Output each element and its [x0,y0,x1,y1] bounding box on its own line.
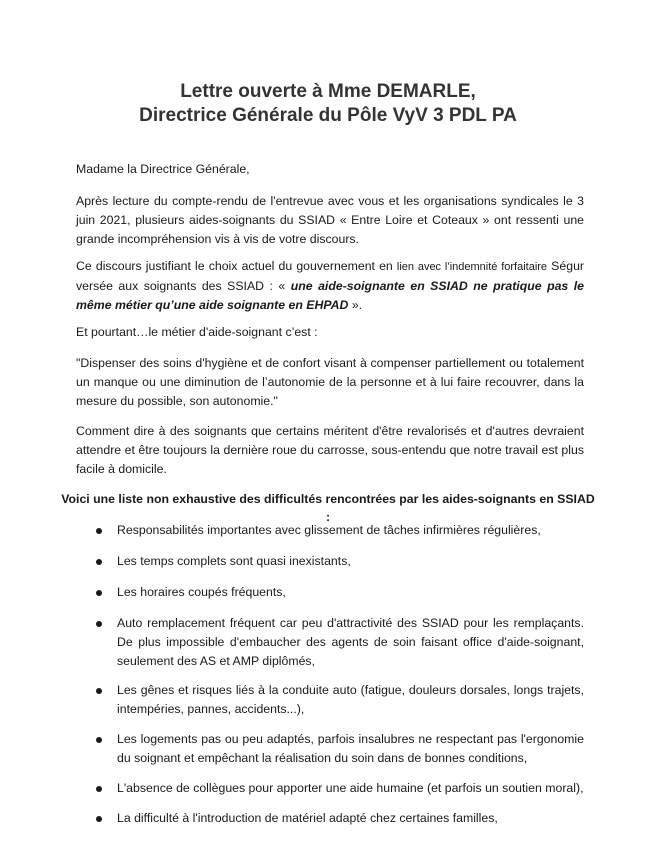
paragraph-question: Comment dire à des soignants que certains méritent d'être revalorisés et d'autres devraient attendre et être toujours la dernière roue du carrosse, sous-entendu que notre travail est plus facile à domicile. [76,424,584,476]
list-item: Responsabilités importantes avec glissement de tâches infirmières régulières, [117,523,541,537]
paragraph-transition: Et pourtant…le métier d'aide-soignant c’est : [76,325,318,339]
bullet-icon [96,559,102,565]
definition-quote: "Dispenser des soins d'hygiène et de confort visant à compenser partiellement ou totalement un manque ou une diminution de l’autonomie de la personne et à lui faire recouvrer, dans la mesure du possible, son autonomie." [76,356,584,408]
paragraph-discourse-part3: Ségur versée aux soignants des SSIAD : « [76,259,584,293]
paragraph-discourse-part1: Ce discours justifiant le choix actuel du gouvernement en [76,259,397,273]
list-item: Auto remplacement fréquent car peu d'attractivité des SSIAD pour les remplaçants. De plus impossible d'embaucher des agents de soin faisant office d'aide-soignant, seulement des AS et AMP diplômés, [117,616,584,668]
list-heading: Voici une liste non exhaustive des difficultés rencontrées par les aides-soignants en SSIAD : [61,492,595,524]
salutation: Madame la Directrice Générale, [76,162,250,176]
list-item: Les logements pas ou peu adaptés, parfois insalubres ne respectant pas l'ergonomie du soignant et empêchant la réalisation du soin dans de bonnes conditions, [117,732,584,765]
bullet-icon [96,816,102,822]
list-item: L'absence de collègues pour apporter une aide humaine (et parfois un soutien moral), [117,781,584,795]
bullet-icon [96,621,102,627]
list-item: Les temps complets sont quasi inexistants, [117,554,351,568]
paragraph-discourse [76,257,584,315]
paragraph-discourse-emphasis: une aide-soignante en SSIAD ne pratique pas le même métier qu’une aide soignante en EHPAD [76,279,584,312]
letter-title-line1: Lettre ouverte à Mme DEMARLE, [180,81,476,102]
bullet-icon [96,688,102,694]
bullet-icon [96,786,102,792]
bullet-icon [96,528,102,534]
letter-title-line2: Directrice Générale du Pôle VyV 3 PDL PA [139,105,517,126]
bullet-icon [96,590,102,596]
list-item: Les horaires coupés fréquents, [117,585,286,599]
list-item: La difficulté à l'introduction de matériel adapté chez certaines familles, [117,811,498,825]
list-item: Les gênes et risques liés à la conduite auto (fatigue, douleurs dorsales, longs trajets, intempéries, pannes, accidents...), [117,683,584,716]
bullet-icon [96,737,102,743]
paragraph-discourse-part4: ». [348,298,363,312]
paragraph-intro: Après lecture du compte-rendu de l'entrevue avec vous et les organisations syndicales le 3 juin 2021, plusieurs aides-soignants du SSIAD « Entre Loire et Coteaux » ont ressenti une grande incompréhension vis à vis de votre discours. [76,194,584,246]
paragraph-discourse-part2: lien avec l’indemnité forfaitaire [396,261,548,273]
